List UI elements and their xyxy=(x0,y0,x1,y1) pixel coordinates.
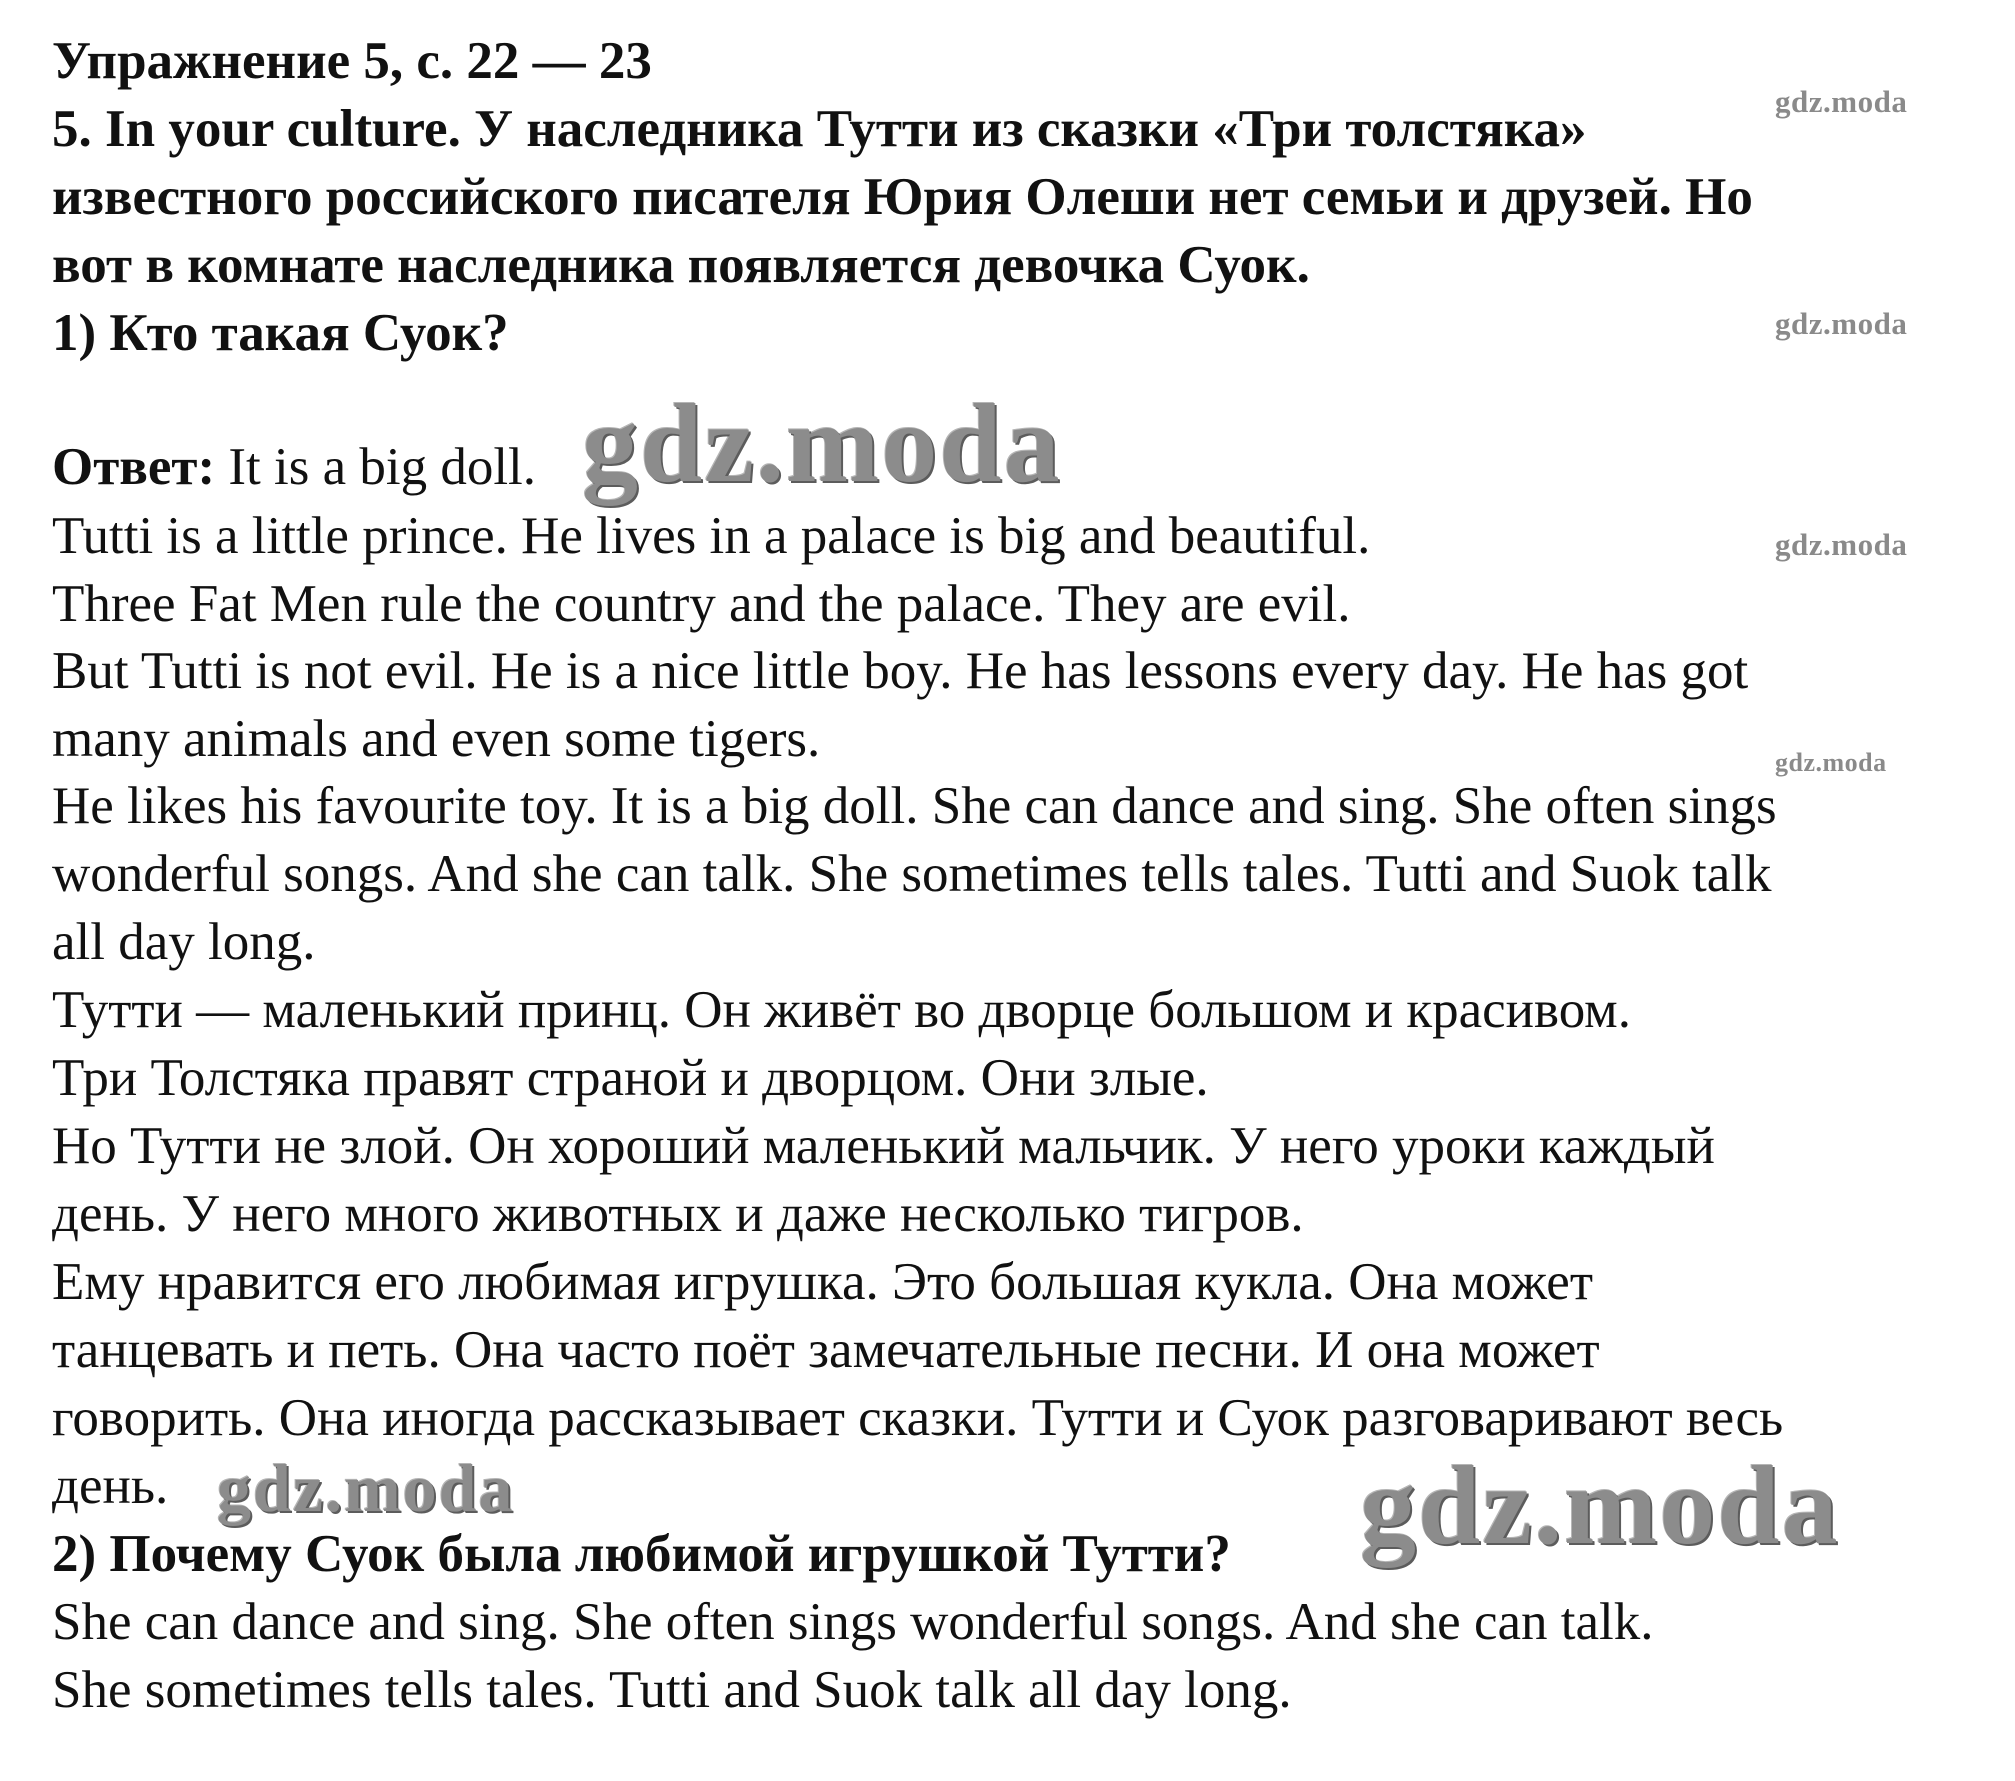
english-line-6: wonderful songs. And she can talk. She sometimes tells tales. Tutti and Suok talk xyxy=(52,845,1772,903)
russian-line-5: Ему нравится его любимая игрушка. Это большая кукла. Она может xyxy=(52,1253,1593,1311)
task-line-1: 5. In your culture. У наследника Тутти из сказки «Три толстяка» xyxy=(52,100,1587,158)
answer-line xyxy=(52,434,536,500)
watermark-small: gdz.moda xyxy=(1775,84,1908,119)
russian-line-3: Но Тутти не злой. Он хороший маленький мальчик. У него уроки каждый xyxy=(52,1117,1715,1175)
answer-label: Ответ: xyxy=(52,438,216,496)
watermark-large: gdz.moda xyxy=(217,1450,515,1526)
watermark-large: gdz.moda xyxy=(582,382,1062,506)
russian-line-1: Тутти — маленький принц. Он живёт во дворце большом и красивом. xyxy=(52,981,1631,1039)
english-line-5: He likes his favourite toy. It is a big doll. She can dance and sing. She often sings xyxy=(52,777,1777,835)
russian-line-7: говорить. Она иногда рассказывает сказки. Тутти и Суок разговаривают весь xyxy=(52,1389,1784,1447)
task-line-3: вот в комнате наследника появляется девочка Суок. xyxy=(52,236,1310,294)
russian-line-4: день. У него много животных и даже несколько тигров. xyxy=(52,1185,1304,1243)
exercise-title: Упражнение 5, с. 22 — 23 xyxy=(52,32,652,90)
watermark-small: gdz.moda xyxy=(1775,748,1887,777)
watermark-large: gdz.moda xyxy=(1360,1444,1840,1568)
question-1: 1) Кто такая Суок? xyxy=(52,304,509,362)
english-line-1: Tutti is a little prince. He lives in a palace is big and beautiful. xyxy=(52,507,1371,565)
english-line-4: many animals and even some tigers. xyxy=(52,710,821,768)
english-line-2: Three Fat Men rule the country and the palace. They are evil. xyxy=(52,575,1351,633)
task-line-2: известного российского писателя Юрия Олеши нет семьи и друзей. Но xyxy=(52,168,1753,226)
question-2: 2) Почему Суок была любимой игрушкой Тутти? xyxy=(52,1525,1231,1583)
english-line-3: But Tutti is not evil. He is a nice little boy. He has lessons every day. He has got xyxy=(52,642,1749,700)
watermark-small: gdz.moda xyxy=(1775,306,1908,341)
english-line-7: all day long. xyxy=(52,913,316,971)
answer-text: It is a big doll. xyxy=(215,438,537,496)
answer2-line-2: She sometimes tells tales. Tutti and Suok talk all day long. xyxy=(52,1661,1292,1719)
russian-line-6: танцевать и петь. Она часто поёт замечательные песни. И она может xyxy=(52,1321,1600,1379)
russian-line-8: день. xyxy=(52,1457,169,1515)
answer2-line-1: She can dance and sing. She often sings wonderful songs. And she can talk. xyxy=(52,1593,1654,1651)
russian-line-2: Три Толстяка правят страной и дворцом. Они злые. xyxy=(52,1049,1209,1107)
watermark-small: gdz.moda xyxy=(1775,527,1908,562)
